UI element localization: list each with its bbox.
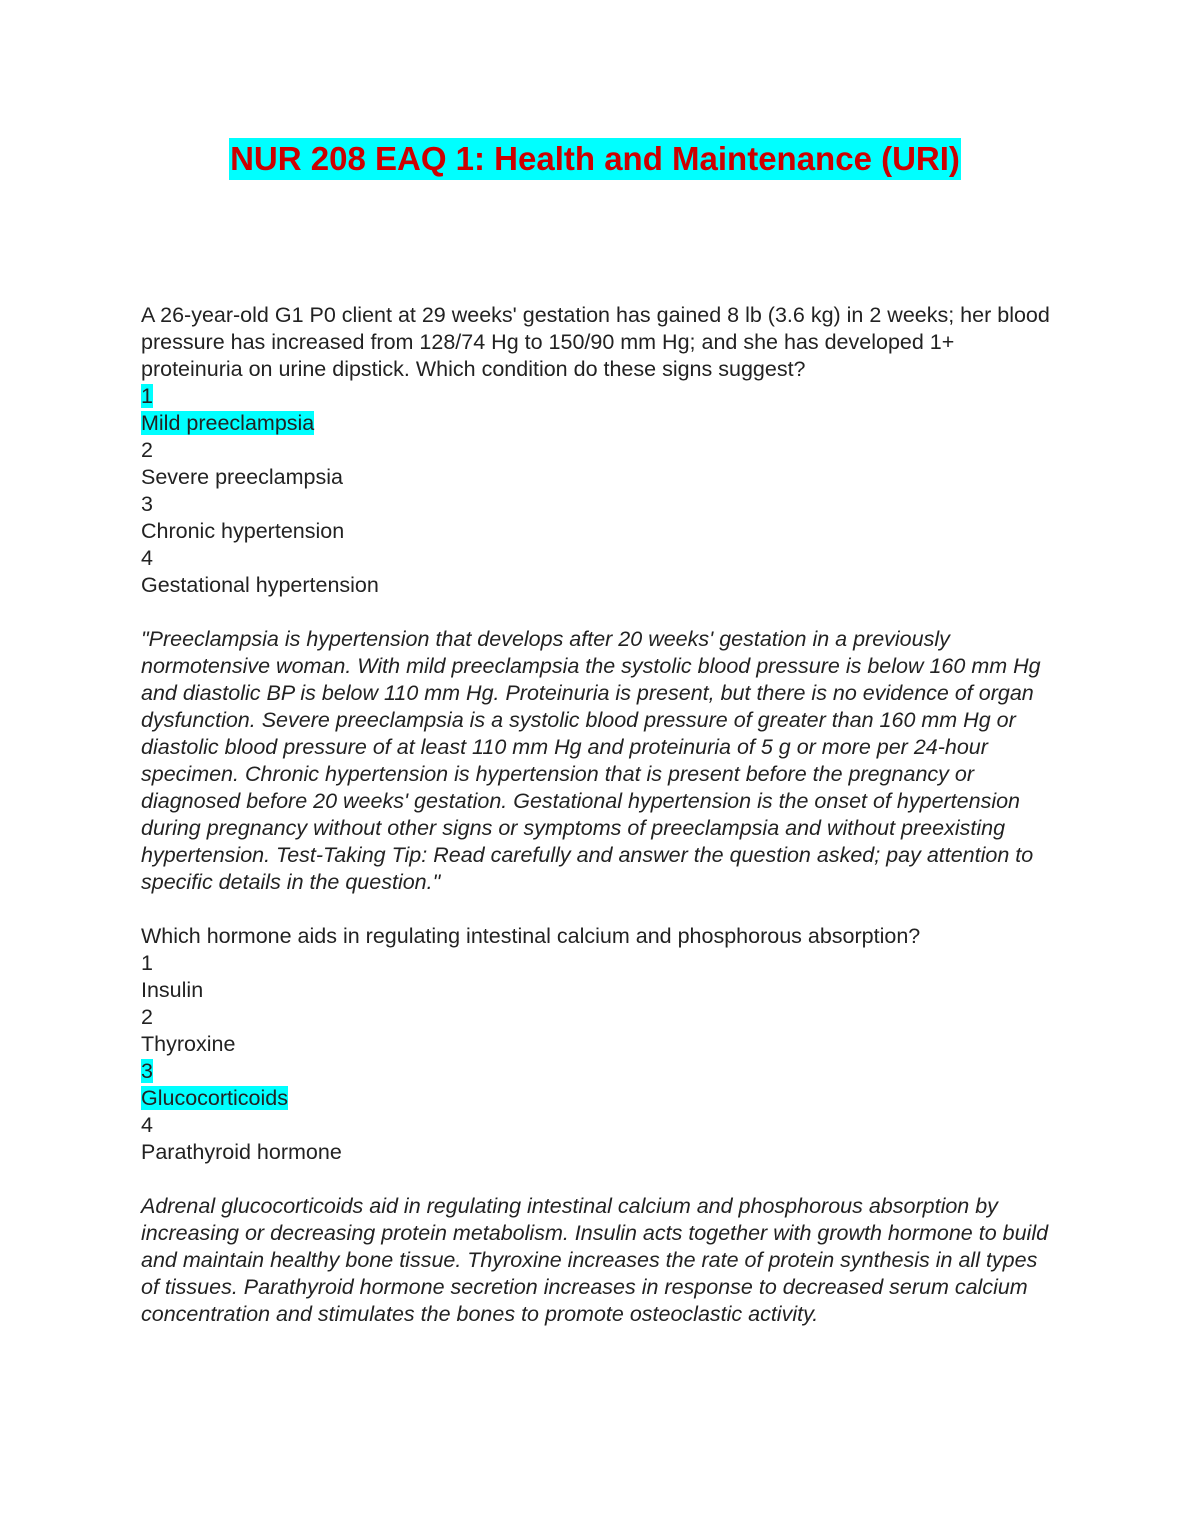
option-number: 2 bbox=[141, 1005, 153, 1029]
option-number: 4 bbox=[141, 1113, 153, 1137]
answer-options bbox=[141, 950, 1051, 1166]
option-label: Severe preeclampsia bbox=[141, 465, 343, 489]
option-number: 1 bbox=[141, 384, 153, 408]
option-label: Gestational hypertension bbox=[141, 573, 379, 597]
option-label-correct: Mild preeclampsia bbox=[141, 411, 315, 435]
title-wrapper bbox=[0, 138, 1190, 180]
option-number: 4 bbox=[141, 546, 153, 570]
option-label: Parathyroid hormone bbox=[141, 1140, 342, 1164]
question-text: Which hormone aids in regulating intestinal calcium and phosphorous absorption? bbox=[141, 924, 921, 948]
option-number: 3 bbox=[141, 1059, 153, 1083]
answer-options bbox=[141, 383, 1051, 599]
question-text: A 26-year-old G1 P0 client at 29 weeks' gestation has gained 8 lb (3.6 kg) in 2 weeks; her blood pressure has increased from 128/74 Hg to 150/90 mm Hg; and she has developed 1+ proteinuria on urine dipstick. Which condition do these signs suggest? bbox=[141, 303, 1050, 381]
option-label: Chronic hypertension bbox=[141, 519, 345, 543]
document-content bbox=[141, 302, 1051, 1328]
option-label: Insulin bbox=[141, 978, 204, 1002]
rationale-text: "Preeclampsia is hypertension that develops after 20 weeks' gestation in a previously normotensive woman. With mild preeclampsia the systolic blood pressure is below 160 mm Hg and diastolic BP is below 110 mm Hg. Proteinuria is present, but there is no evidence of organ dysfunction. Severe preeclampsia is a systolic blood pressure of greater than 160 mm Hg or diastolic blood pressure of at least 110 mm Hg and proteinuria of 5 g or more per 24-hour specimen. Chronic hypertension is hypertension that is present before the pregnancy or diagnosed before 20 weeks' gestation. Gestational hypertension is the onset of hypertension during pregnancy without other signs or symptoms of preeclampsia and without preexisting hypertension. Test-Taking Tip: Read carefully and answer the question asked; pay attention to specific details in the question." bbox=[141, 627, 1041, 894]
option-number: 2 bbox=[141, 438, 153, 462]
question-block-2 bbox=[141, 923, 1051, 1328]
rationale-text: Adrenal glucocorticoids aid in regulating intestinal calcium and phosphorous absorption by increasing or decreasing protein metabolism. Insulin acts together with growth hormone to build and maintain healthy bone tissue. Thyroxine increases the rate of protein synthesis in all types of tissues. Parathyroid hormone secretion increases in response to decreased serum calcium concentration and stimulates the bones to promote osteoclastic activity. bbox=[141, 1194, 1049, 1326]
option-number: 3 bbox=[141, 492, 153, 516]
option-label-correct: Glucocorticoids bbox=[141, 1086, 288, 1110]
option-number: 1 bbox=[141, 951, 153, 975]
option-label: Thyroxine bbox=[141, 1032, 236, 1056]
page-title: NUR 208 EAQ 1: Health and Maintenance (URI) bbox=[229, 138, 961, 180]
question-block-1 bbox=[141, 302, 1051, 896]
